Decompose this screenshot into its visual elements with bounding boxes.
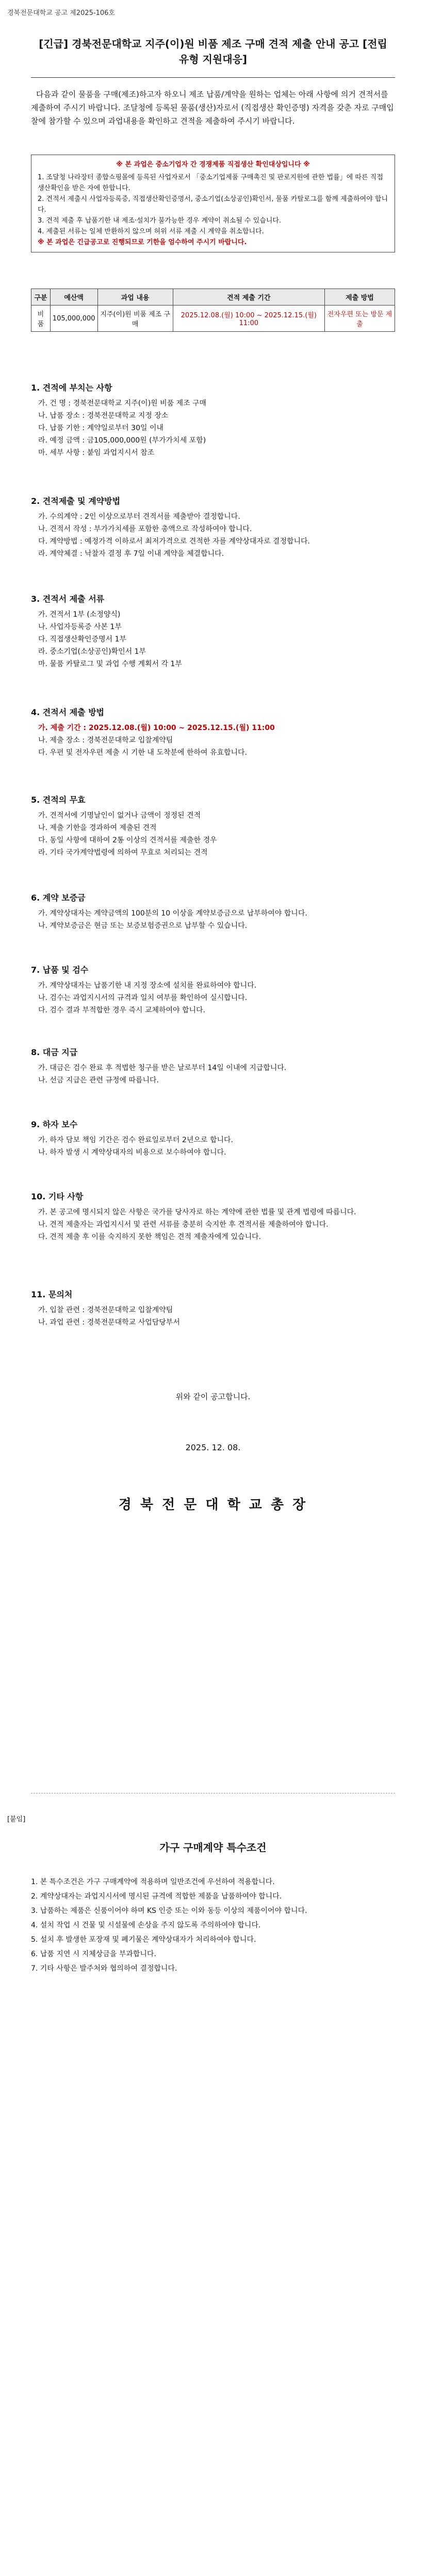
section-line: 나. 제출 기한을 경과하여 제출된 견적 (38, 824, 157, 832)
section-line: 가. 건 명 : 경북전문대학교 지주(이)원 비품 제조 구매 (38, 399, 207, 408)
section-10 (31, 1190, 395, 1243)
annex-title: 가구 구매계약 특수조건 (159, 1841, 267, 1854)
section-line: 가. 대금은 검수 완료 후 적법한 청구를 받은 날로부터 14일 이내에 지급합니다. (38, 1064, 287, 1072)
section-line: 라. 중소기업(소상공인)확인서 1부 (38, 648, 146, 656)
section-7 (31, 963, 395, 1016)
annex-item: 6. 납품 지연 시 지체상금을 부과합니다. (31, 1950, 156, 1958)
annex-item: 1. 본 특수조건은 가구 구매계약에 적용하며 일반조건에 우선하여 적용합니다. (31, 1878, 275, 1886)
summary-table (31, 289, 395, 332)
section-line: 마. 물품 카탈로그 및 과업 수행 계획서 각 1부 (38, 660, 182, 668)
section-line: 나. 사업자등록증 사본 1부 (38, 623, 122, 631)
section-line: 라. 기타 국가계약법령에 의하여 무효로 처리되는 견적 (38, 849, 208, 857)
section-line: 나. 견적 제출자는 과업지시서 및 관련 서류를 충분히 숙지한 후 견적서를 제출하여야 합니다. (38, 1221, 329, 1229)
notice-line: 3. 견적 제출 후 납품기한 내 제조·설치가 불가능한 경우 계약이 취소될 수 있습니다. (38, 217, 282, 225)
section-line: 가. 견적서 1부 (소정양식) (38, 611, 121, 619)
section-4 (31, 706, 395, 759)
section-8 (31, 1046, 395, 1087)
notice-line: ※ 본 과업은 긴급공고로 진행되므로 기한을 엄수하여 주시기 바랍니다. (38, 239, 247, 246)
table-header: 예산액 (50, 289, 97, 306)
section-line: 다. 납품 기한 : 계약일로부터 30일 이내 (38, 424, 164, 432)
notice-header: ※ 본 과업은 중소기업자 간 경쟁제품 직접생산 확인대상입니다 ※ (116, 161, 310, 168)
annex-tag: [붙임] (7, 1816, 26, 1823)
table-cell-budget: 105,000,000 (50, 306, 97, 332)
section-line: 다. 우편 및 전자우편 제출 시 기한 내 도착분에 한하여 유효합니다. (38, 749, 248, 757)
section-line: 가. 견적서에 기명날인이 없거나 금액이 정정된 견적 (38, 811, 201, 820)
section-5 (31, 793, 395, 859)
section-heading: 4. 견적서 제출 방법 (31, 707, 105, 717)
annex-body (31, 1875, 395, 1976)
section-line: 나. 견적서 작성 : 부가가치세를 포함한 총액으로 작성하여야 합니다. (38, 525, 252, 533)
table-cell-content: 지주(이)원 비품 제조 구매 (97, 306, 173, 332)
section-line: 나. 납품 장소 : 경북전문대학교 지정 장소 (38, 412, 169, 420)
section-6 (31, 891, 395, 932)
section-line: 가. 계약상대자는 납품기한 내 지정 장소에 설치를 완료하여야 합니다. (38, 981, 257, 990)
table-cell-category: 비 품 (31, 306, 51, 332)
section-line: 나. 과업 관련 : 경북전문대학교 사업담당부서 (38, 1318, 180, 1327)
section-line: 다. 동일 사항에 대하여 2통 이상의 견적서를 제출한 경우 (38, 836, 217, 844)
section-heading: 5. 견적의 무효 (31, 795, 86, 805)
announcement-date: 2025. 12. 08. (185, 1443, 241, 1452)
section-line: 나. 계약보증금은 현금 또는 보증보험증권으로 납부할 수 있습니다. (38, 922, 248, 930)
table-row (31, 306, 395, 332)
table-cell-period: 2025.12.08.(월) 10:00 ~ 2025.12.15.(월) 11:00 (173, 306, 324, 332)
closing-line: 위와 같이 공고합니다. (175, 1392, 251, 1401)
table-header: 구분 (31, 289, 51, 306)
section-line: 가. 계약상대자는 계약금액의 100분의 10 이상을 계약보증금으로 납부하여야 합니다. (38, 909, 307, 918)
section-line: 가. 본 공고에 명시되지 않은 사항은 국가를 당사자로 하는 계약에 관한 법률 및 관계 법령에 따릅니다. (38, 1208, 356, 1216)
section-2 (31, 495, 395, 560)
document-number: 경북전문대학교 공고 제2025-106호 (7, 9, 115, 17)
section-heading: 9. 하자 보수 (31, 1120, 78, 1129)
annex-item: 4. 설치 작업 시 건물 및 시설물에 손상을 주지 않도록 주의하여야 합니다. (31, 1921, 261, 1929)
section-line: 다. 견적 제출 후 이를 숙지하지 못한 책임은 견적 제출자에게 있습니다. (38, 1233, 261, 1241)
notice-line: 1. 조달청 나라장터 종합쇼핑몰에 등록된 사업자로서 「중소기업제품 구매촉진 및 판로지원에 관한 법률」에 따른 직접생산확인을 받은 자에 한합니다. (38, 174, 383, 192)
section-heading: 8. 대금 지급 (31, 1047, 78, 1057)
section-line: 라. 예정 금액 : 금105,000,000원 (부가가치세 포함) (38, 436, 206, 445)
title-divider (31, 77, 395, 78)
section-line: 나. 하자 발생 시 계약상대자의 비용으로 보수하여야 합니다. (38, 1148, 226, 1157)
annex-item: 5. 설치 후 발생한 포장재 및 폐기물은 계약상대자가 처리하여야 합니다. (31, 1936, 256, 1944)
page-title: [긴급] 경북전문대학교 지주(이)원 비품 제조 구매 견적 제출 안내 공고 [전립유형 지원대응] (39, 38, 387, 65)
section-3 (31, 592, 395, 670)
section-line: 가. 하자 담보 책임 기간은 검수 완료일로부터 2년으로 합니다. (38, 1136, 233, 1144)
section-line: 다. 검수 결과 부적합한 경우 즉시 교체하여야 합니다. (38, 1006, 206, 1014)
notice-box (31, 155, 395, 252)
annex-item: 2. 계약상대자는 과업지시서에 명시된 규격에 적합한 제품을 납품하여야 합니다. (31, 1892, 282, 1901)
section-11 (31, 1288, 395, 1329)
section-9 (31, 1118, 395, 1159)
section-line: 다. 계약방법 : 예정가격 이하로서 최저가격으로 견적한 자를 계약상대자로 결정합니다. (38, 537, 310, 546)
table-cell-method: 전자우편 또는 방문 제출 (324, 306, 395, 332)
section-line: 나. 제출 장소 : 경북전문대학교 입찰계약팀 (38, 736, 173, 744)
annex-item: 7. 기타 사항은 발주처와 협의하여 결정합니다. (31, 1964, 177, 1973)
closing-statement (31, 1391, 395, 1402)
intro-paragraph (31, 88, 395, 128)
signatory: 경 북 전 문 대 학 교 총 장 (118, 1497, 308, 1513)
section-line: 가. 입찰 관련 : 경북전문대학교 입찰계약팀 (38, 1306, 173, 1314)
intro-text: 다음과 같이 물품을 구매(제조)하고자 하오니 제조 납품/계약을 원하는 업체는 아래 사항에 의거 견적서를 제출하여 주시기 바랍니다. 조달청에 등록된 물품(생산)자로서 (직접생산 확인증명) 자격을 갖춘 자로 구매입찰에 참가할 수 있으며 과업내용을 확인하고 견적을 제출하여 주시기 바랍니다. (31, 90, 394, 126)
notice-line: 2. 견적서 제출시 사업자등록증, 직접생산확인증명서, 중소기업(소상공인)확인서, 물품 카탈로그를 함께 제출하여야 합니다. (38, 195, 388, 214)
section-heading: 10. 기타 사항 (31, 1192, 84, 1201)
table-header: 견적 제출 기간 (173, 289, 324, 306)
section-line: 마. 세부 사항 : 붙임 과업지시서 참조 (38, 449, 155, 457)
section-heading: 3. 견적서 제출 서류 (31, 594, 105, 604)
section-line: 라. 계약체결 : 낙찰자 결정 후 7일 이내 계약을 체결합니다. (38, 550, 224, 558)
section-line: 나. 선금 지급은 관련 규정에 따릅니다. (38, 1076, 159, 1084)
annex-item: 3. 납품하는 제품은 신품이어야 하며 KS 인증 또는 이와 동등 이상의 제품이어야 합니다. (31, 1907, 307, 1915)
section-heading: 6. 계약 보증금 (31, 893, 86, 903)
section-heading: 11. 문의처 (31, 1290, 73, 1299)
section-line: 다. 직접생산확인증명서 1부 (38, 635, 127, 643)
table-header: 과업 내용 (97, 289, 173, 306)
table-header: 제출 방법 (324, 289, 395, 306)
section-1 (31, 381, 395, 459)
notice-line: 4. 제출된 서류는 일체 반환하지 않으며 허위 서류 제출 시 계약을 취소합니다. (38, 228, 264, 235)
section-heading: 7. 납품 및 검수 (31, 965, 89, 975)
section-heading: 1. 견적에 부치는 사항 (31, 383, 112, 393)
section-line: 가. 수의계약 : 2인 이상으로부터 견적서를 제출받아 결정합니다. (38, 513, 240, 521)
section-line: 나. 검수는 과업지시서의 규격과 일치 여부를 확인하여 실시합니다. (38, 994, 248, 1002)
section-heading: 2. 견적제출 및 계약방법 (31, 496, 121, 506)
section-line: 가. 제출 기간 : 2025.12.08.(월) 10:00 ~ 2025.12.15.(월) 11:00 (38, 724, 275, 732)
